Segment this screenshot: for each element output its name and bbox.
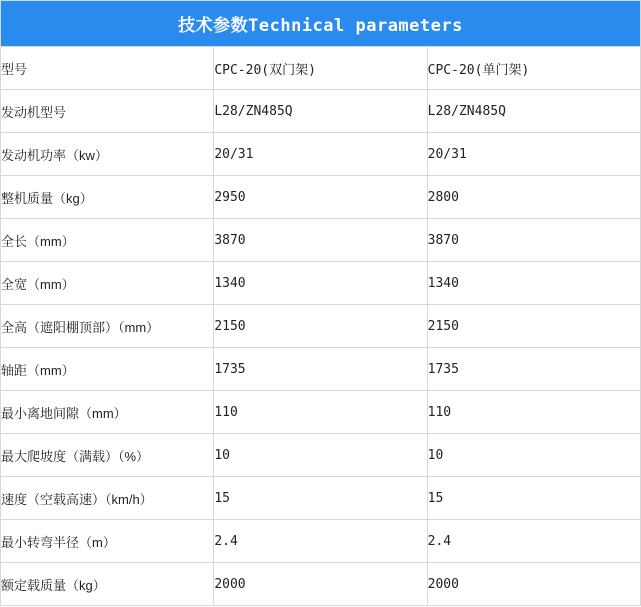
table-row bbox=[1, 176, 641, 219]
row-value-col2: 20/31 bbox=[427, 133, 640, 176]
row-value-col2: 2150 bbox=[427, 305, 640, 348]
row-value-col2: 110 bbox=[427, 391, 640, 434]
row-value-col1: 2.4 bbox=[214, 520, 427, 563]
row-value-col2: 3870 bbox=[427, 219, 640, 262]
table-row bbox=[1, 477, 641, 520]
table-row bbox=[1, 90, 641, 133]
row-value-col2: 1735 bbox=[427, 348, 640, 391]
table-row bbox=[1, 563, 641, 606]
row-label: 速度（空载高速）（km/h） bbox=[1, 477, 214, 520]
table-title: 技术参数Technical parameters bbox=[1, 1, 641, 47]
table-row bbox=[1, 348, 641, 391]
row-value-col1: 2150 bbox=[214, 305, 427, 348]
table-title-row bbox=[1, 1, 641, 47]
row-label: 发动机型号 bbox=[1, 90, 214, 133]
row-value-col1: 3870 bbox=[214, 219, 427, 262]
row-value-col2: 10 bbox=[427, 434, 640, 477]
table-row bbox=[1, 520, 641, 563]
row-label: 型号 bbox=[1, 47, 214, 90]
row-label: 最小离地间隙（mm） bbox=[1, 391, 214, 434]
table-row bbox=[1, 47, 641, 90]
row-value-col1: 1340 bbox=[214, 262, 427, 305]
row-value-col2: L28/ZN485Q bbox=[427, 90, 640, 133]
table-row bbox=[1, 305, 641, 348]
row-label: 全宽（mm） bbox=[1, 262, 214, 305]
row-value-col1: 1735 bbox=[214, 348, 427, 391]
row-value-col1: 20/31 bbox=[214, 133, 427, 176]
table-row bbox=[1, 133, 641, 176]
table-row bbox=[1, 262, 641, 305]
row-value-col2: 1340 bbox=[427, 262, 640, 305]
row-value-col2: CPC-20(单门架) bbox=[427, 47, 640, 90]
row-value-col1: 110 bbox=[214, 391, 427, 434]
row-label: 全高（遮阳棚顶部）（mm） bbox=[1, 305, 214, 348]
row-label: 额定载质量（kg） bbox=[1, 563, 214, 606]
row-value-col2: 2000 bbox=[427, 563, 640, 606]
row-value-col1: L28/ZN485Q bbox=[214, 90, 427, 133]
row-value-col1: 10 bbox=[214, 434, 427, 477]
row-label: 全长（mm） bbox=[1, 219, 214, 262]
row-value-col1: CPC-20(双门架) bbox=[214, 47, 427, 90]
table-body bbox=[1, 47, 641, 606]
table-row bbox=[1, 434, 641, 477]
row-label: 发动机功率（kw） bbox=[1, 133, 214, 176]
table-row bbox=[1, 391, 641, 434]
table-row bbox=[1, 219, 641, 262]
row-value-col1: 15 bbox=[214, 477, 427, 520]
row-label: 轴距（mm） bbox=[1, 348, 214, 391]
row-label: 整机质量（kg） bbox=[1, 176, 214, 219]
row-value-col2: 15 bbox=[427, 477, 640, 520]
row-value-col1: 2950 bbox=[214, 176, 427, 219]
row-label: 最大爬坡度（满载）（%） bbox=[1, 434, 214, 477]
row-value-col1: 2000 bbox=[214, 563, 427, 606]
row-value-col2: 2.4 bbox=[427, 520, 640, 563]
row-label: 最小转弯半径（m） bbox=[1, 520, 214, 563]
row-value-col2: 2800 bbox=[427, 176, 640, 219]
